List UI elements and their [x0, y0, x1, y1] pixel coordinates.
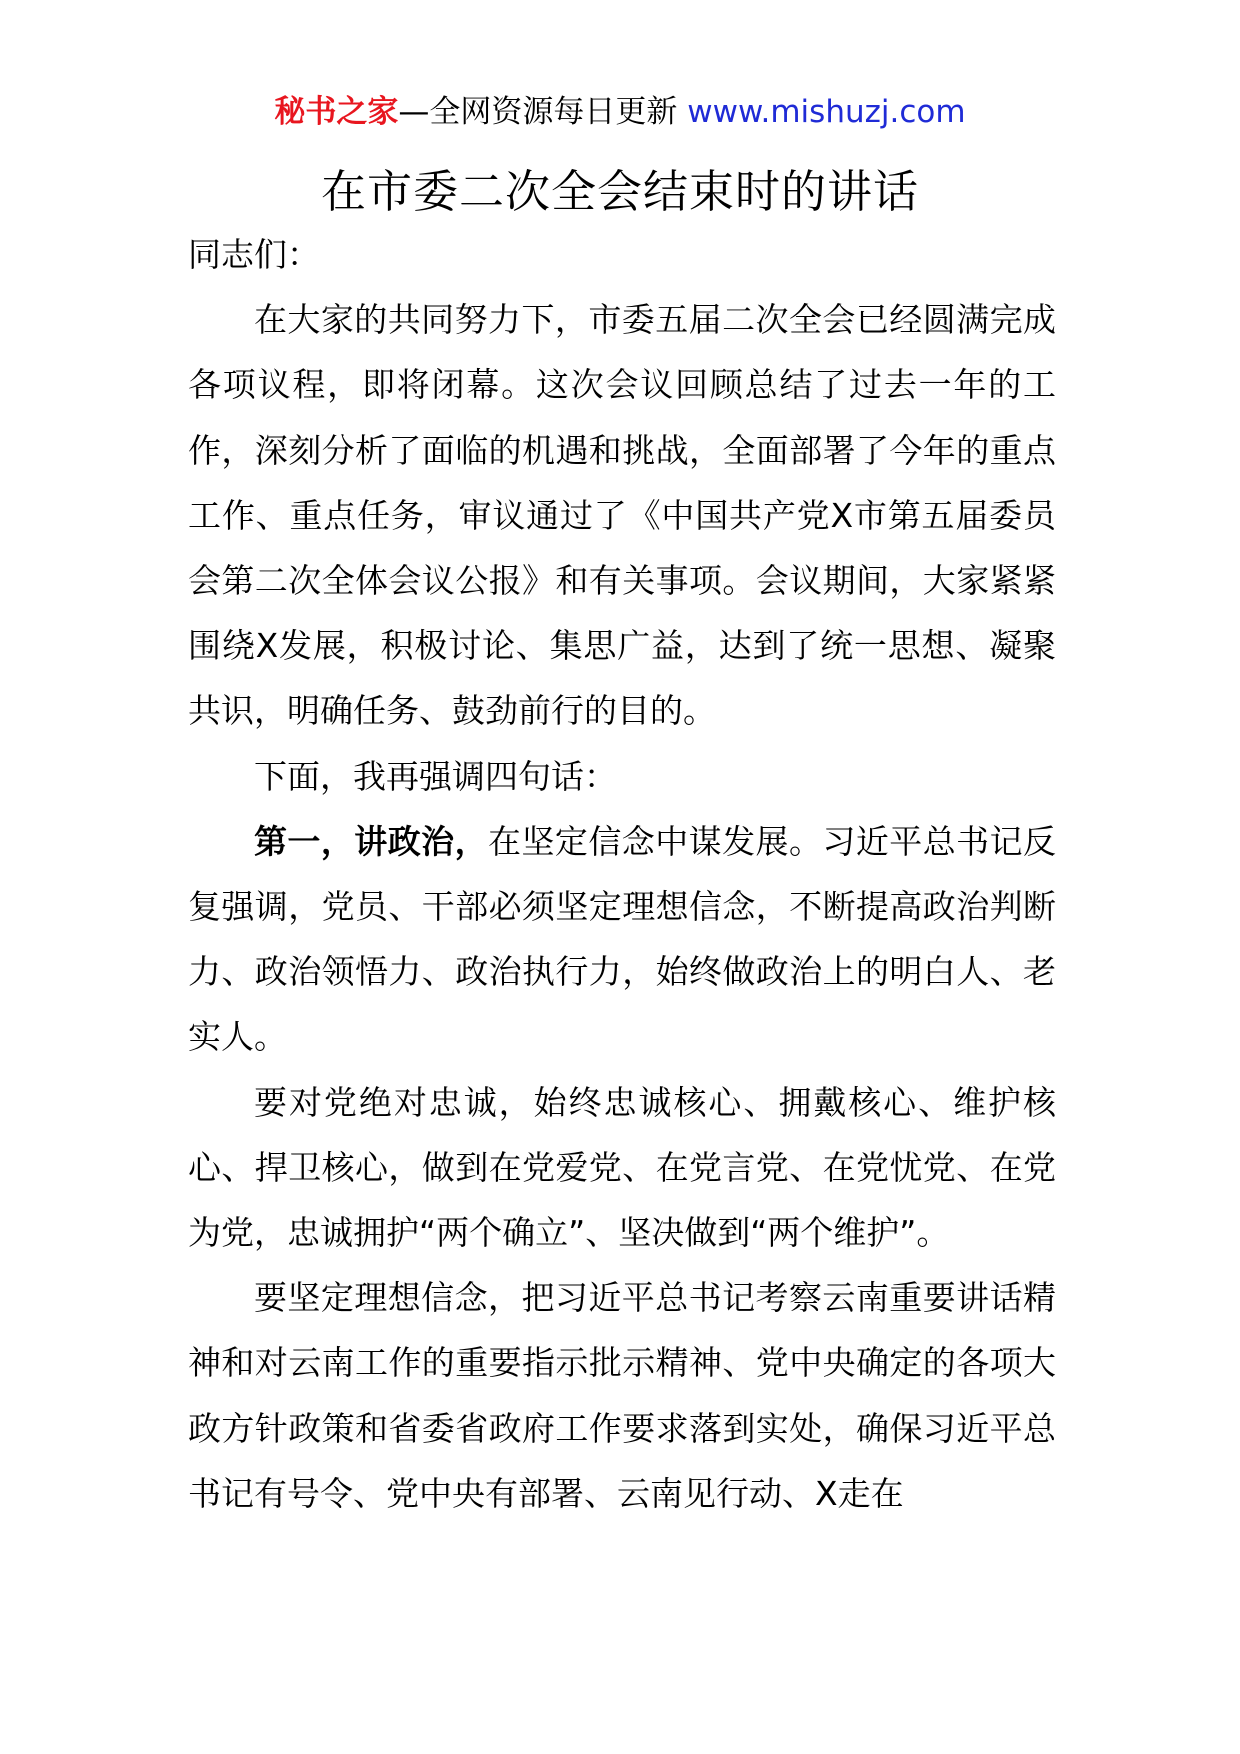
point-one-lead: 第一，讲政治，	[254, 821, 489, 861]
document-title: 在市委二次全会结束时的讲话	[320, 165, 919, 218]
salutation: 同志们：	[188, 235, 320, 274]
paragraph-opening: 在大家的共同努力下，市委五届二次全会已经圆满完成各项议程，即将闭幕。这次会议回顾总结了过去一年的工作，深刻分析了面临的机遇和挑战，全面部署了今年的重点工作、重点任务，审议通过了《中国共产党X市第五届委员会第二次全体会议公报》和有关事项。会议期间，大家紧紧围绕X发展，积极讨论、集思广益，达到了统一思想、凝聚共识，明确任务、鼓劲前行的目的。	[188, 300, 1056, 731]
brand-name: 秘书之家	[274, 94, 399, 130]
paragraph-loyalty: 要对党绝对忠诚，始终忠诚核心、拥戴核心、维护核心、捍卫核心，做到在党爱党、在党言党、在党忧党、在党为党，忠诚拥护“两个确立”、坚决做到“两个维护”。	[188, 1082, 1056, 1253]
header-tagline: —全网资源每日更新	[398, 94, 688, 130]
paragraph-point-one	[188, 809, 1056, 1070]
site-header	[0, 92, 1240, 132]
point-one-text: 在坚定信念中谋发展。习近平总书记反复强调，党员、干部必须坚定理想信念，不断提高政治判断力、政治领悟力、政治执行力，始终做政治上的明白人、老实人。	[188, 821, 1057, 1057]
paragraph-intro-four-points: 下面，我再强调四句话：	[254, 756, 617, 796]
site-url[interactable]: www.mishuzj.com	[687, 94, 966, 130]
paragraph-ideals: 要坚定理想信念，把习近平总书记考察云南重要讲话精神和对云南工作的重要指示批示精神、党中央确定的各项大政方针政策和省委省政府工作要求落到实处，确保习近平总书记有号令、党中央有部署、云南见行动、X走在	[188, 1278, 1056, 1513]
document-body	[188, 222, 1056, 1526]
